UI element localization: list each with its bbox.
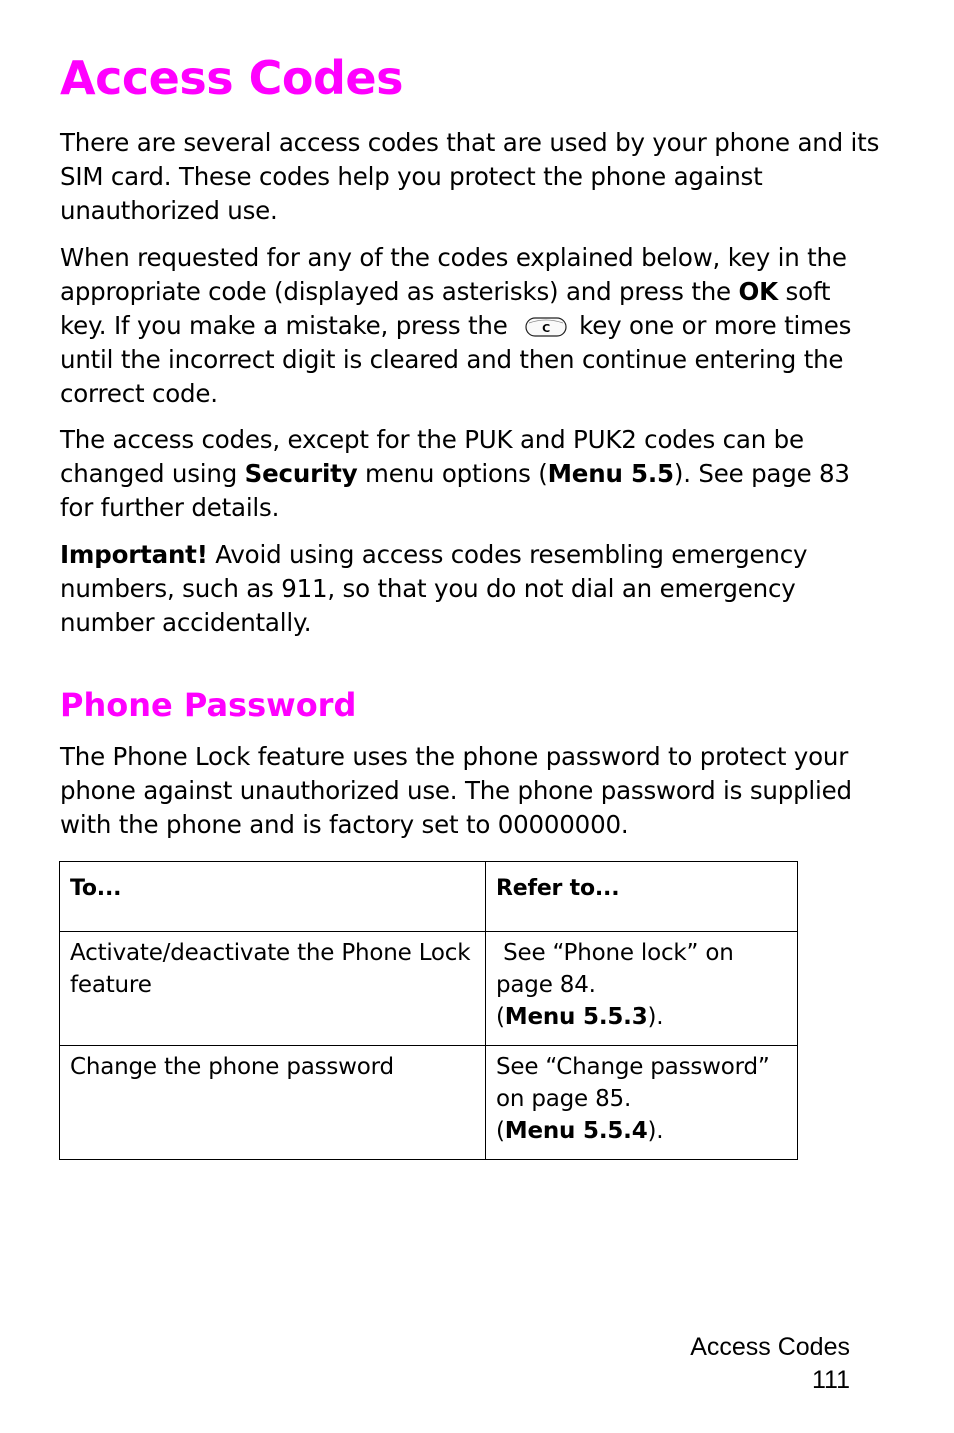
page-footer [690, 1331, 850, 1397]
reference-text: See “Change password” on page 85. [496, 1054, 770, 1112]
clear-key-letter: C [542, 322, 551, 335]
ok-key-label: OK [738, 277, 778, 306]
page-title: Access Codes [60, 51, 403, 105]
section-heading: Phone Password [60, 686, 357, 724]
footer-section-name: Access Codes [690, 1333, 850, 1361]
table-cell-reference: See “Phone lock” on page 84. (Menu 5.5.3). [486, 932, 798, 1046]
request-text-3: key one or more times until the incorrect digit is cleared and then continue entering the correct code. [60, 311, 852, 408]
reference-menu: Menu 5.5.3 [504, 1004, 648, 1030]
request-text-2: soft key. If you make a mistake, press the [60, 277, 831, 340]
important-paragraph [60, 538, 880, 640]
reference-table [59, 861, 798, 1160]
change-paragraph [60, 423, 880, 525]
table-cell-action: Change the phone password [60, 1046, 486, 1160]
table-header-to: To... [60, 862, 486, 932]
section-body: The Phone Lock feature uses the phone password to protect your phone against unauthorized use. The phone password is supplied with the phone and is factory set to 00000000. [60, 742, 852, 839]
important-label: Important! [60, 540, 208, 569]
request-text-1: When requested for any of the codes explained below, key in the appropriate code (displayed as asterisks) and press the [60, 243, 847, 306]
table-cell-reference: See “Change password” on page 85. (Menu 5.5.4). [486, 1046, 798, 1160]
table-header-refer: Refer to... [486, 862, 798, 932]
table-row [60, 1046, 798, 1160]
table-header-row [60, 862, 798, 932]
important-text: Avoid using access codes resembling emergency numbers, such as 911, so that you do not dial an emergency number accidentally. [60, 540, 808, 637]
change-text-1: The access codes, except for the PUK and PUK2 codes can be changed using [60, 425, 804, 488]
change-text-3: ). See page 83 for further details. [60, 459, 850, 522]
change-text-2: menu options ( [357, 459, 548, 488]
reference-menu: Menu 5.5.4 [504, 1118, 648, 1144]
clear-key-icon [525, 317, 567, 337]
security-label: Security [244, 459, 358, 488]
page-number: 111 [811, 1366, 850, 1394]
reference-text: See “Phone lock” on page 84. [496, 940, 734, 998]
table-row [60, 932, 798, 1046]
intro-paragraph: There are several access codes that are used by your phone and its SIM card. These codes help you protect the phone against unauthorized use. [60, 128, 880, 225]
table-cell-action: Activate/deactivate the Phone Lock feature [60, 932, 486, 1046]
menu-ref: Menu 5.5 [547, 459, 674, 488]
request-paragraph [60, 241, 880, 411]
